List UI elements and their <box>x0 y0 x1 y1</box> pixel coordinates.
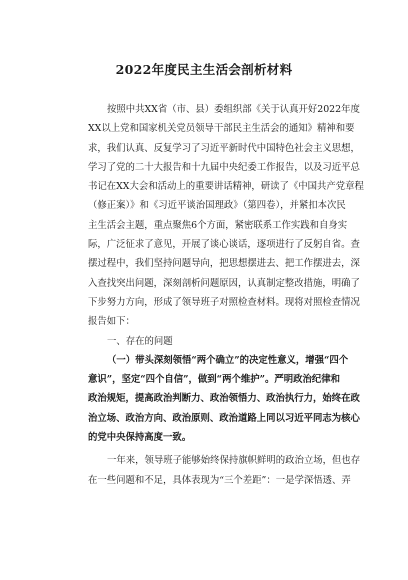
closing-paragraph <box>88 451 361 490</box>
subsection-paragraph <box>88 351 360 447</box>
paragraph-line: 际，广泛征求了意见，开展了谈心谈话，逐项进行了反躬自省。查 <box>88 239 360 251</box>
document-body <box>88 100 364 490</box>
paragraph-line: 入查找突出问题，深刻剖析问题原因，认真制定整改措施，明确了 <box>88 277 360 289</box>
bold-line: （一）带头深刻领悟“两个确立”的决定性意义，增强“四个 <box>107 354 349 366</box>
paragraph-line: 一年来，领导班子能够始终保持旗帜鲜明的政治立场，但也存 <box>107 455 361 467</box>
section-heading: 一、存在的问题 <box>107 335 173 347</box>
bold-line: 治立场、政治方向、政治原则、政治道路上同以习近平同志为核心 <box>88 412 360 424</box>
document-title: 2022年度民主生活会剖析材料 <box>115 62 293 77</box>
paragraph-line: 报告如下： <box>88 316 135 328</box>
paragraph-line: 学习了党的二十大报告和十九届中央纪委工作报告，以及习近平总 <box>88 161 360 173</box>
bold-line: 意识”，坚定“四个自信”，做到“两个维护”。严明政治纪律和 <box>88 374 340 386</box>
paragraph-line: 主生活会主题，重点聚焦6个方面，紧密联系工作实践和自身实 <box>88 219 348 231</box>
bold-line: 政治规矩，提高政治判断力、政治领悟力、政治执行力，始终在政 <box>88 393 360 405</box>
bold-line: 的党中央保持高度一致。 <box>88 432 192 444</box>
paragraph-line: 书记在XX大会和活动上的重要讲话精神，研读了《中国共产党章程 <box>88 181 364 193</box>
paragraph-line: 下步努力方向，形成了领导班子对照检查材料。现将对照检查情况 <box>88 296 360 308</box>
paragraph-line: 求，我们认真、反复学习了习近平新时代中国特色社会主义思想， <box>88 142 360 154</box>
paragraph-line: 摆过程中，我们坚持问题导向，把思想摆进去、把工作摆进去，深 <box>88 258 360 270</box>
paragraph-line: （修正案）》和《习近平谈治国理政》（第四卷），并紧扣本次民 <box>88 200 346 212</box>
intro-paragraph <box>88 100 364 332</box>
paragraph-line: 在一些问题和不足，具体表现为“三个差距”：一是学深悟透、弄 <box>88 474 351 486</box>
paragraph-line: XX以上党和国家机关党员领导干部民主生活会的通知》精神和要 <box>88 123 355 135</box>
paragraph-line: 按照中共XX省（市、县）委组织部《关于认真开好2022年度 <box>107 104 360 115</box>
